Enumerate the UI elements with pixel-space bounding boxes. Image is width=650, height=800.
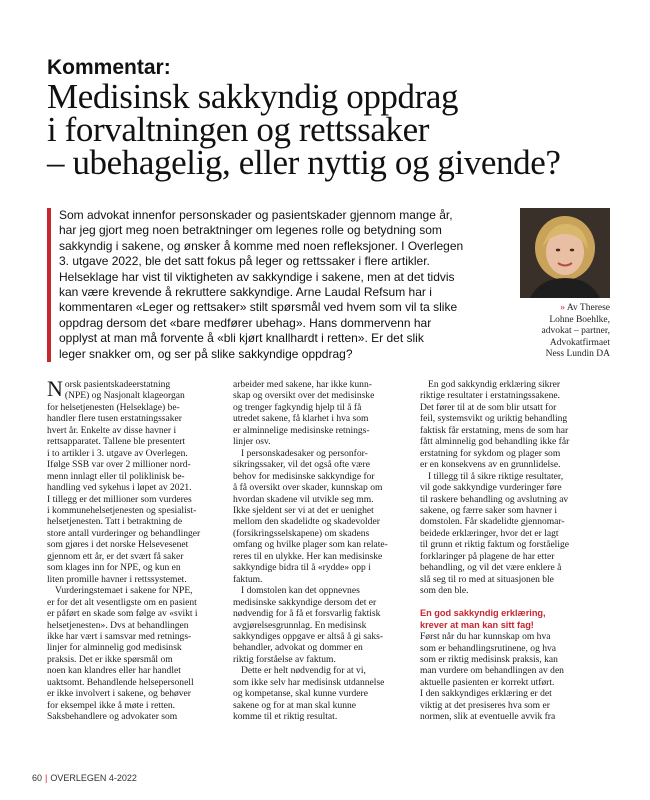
body-column-2: arbeider med sakene, har ikke kunn- skap og oversikt over det medisinske og trenger fagkyndig hjelp til å få utredet sakene, få klarhet i hva som er alminnelige medisinske retnings- linjer osv. I personskadesaker og personfor- sikringssaker, vil det også ofte være behov for medisinske sakkyndige for å få oversikt over skader, kunnskap om hvordan skadene vil utvikle seg mm. Ikke sjeldent ser vi at det er uenighet mellom den skadelidte og skadevolder (forsikringsselskapene) om skadens omfang og hvilke plager som kan relate- reres til en ulykke. Her kan medisinske sakkyndige bidra til å «rydde» opp i faktum. I domstolen kan det oppnevnes medisinske sakkyndige dersom det er nødvendig for å få et forsvarlig faktisk avgjørelsesgrunnlag. En medisinsk sakkyndiges oppgave er altså å gi saks- behandler, advokat og dommer en riktig forståelse av faktum. Dette er helt nødvendig for at vi, som ikke selv har medisinsk utdannelse og kompetanse, skal kunne vurdere sakene og for at man skal kunne komme til et riktig resultat. — [233, 379, 388, 723]
page-number: 60 — [32, 773, 43, 783]
byline-line: Av Therese — [566, 303, 610, 313]
title-line: i forvaltningen og rettssaker — [47, 110, 430, 149]
lead-line: kommentaren «Leger og rettsaker» stilt spørsmål ved hvem som vil ta slike — [59, 300, 458, 315]
author-photo — [520, 208, 610, 298]
first-line: Norsk pasientskadeerstatning — [47, 376, 171, 401]
lead-line: leger snakker om, og ser på slike sakkyndige oppdrag? — [59, 346, 353, 361]
article-title — [47, 77, 627, 182]
portrait-image — [520, 208, 610, 298]
lead-line: har jeg gjort meg noen betraktninger om legenes rolle og betydning som — [59, 223, 442, 238]
author-byline — [470, 303, 610, 361]
body-column-3: En god sakkyndig erklæring sikrer riktige resultater i erstatningssakene. Det fører til at de som blir utsatt for feil, systemsvikt og uriktig behandling faktisk får erstatning, mens de som har fått alminnelig god behandling ikke får erstatning for sykdom og plager som er en konsekvens av en grunnlidelse. I tillegg til å sikre riktige resultater, vil gode sakkyndige vurderinger føre til raskere behandling og avslutning av sakene, og færre saker som havner i domstolen. Får skadelidte gjennomar- beidede erklæringer, hvor det er lagt til grunn et riktig faktum og forståelige forklaringer på plagene de har etter behandling, og vil det være enklere å slå seg til ro med at situasjonen ble som den ble. En god sakkyndig erklæring, krever at man kan sitt fag! Først når du har kunnskap om hva som er behandlingsrutinene, og hva som er riktig medisinsk praksis, kan man vurdere om behandlingen av den aktuelle pasienten er korrekt utført. I den sakkyndiges erklæring er det viktig at det presiseres hva som er normen, slik at eventuelle avvik fra — [420, 379, 590, 723]
byline-arrow: » — [560, 303, 565, 313]
byline-line: Advokatfirmaet — [549, 337, 610, 348]
subheading: En god sakkyndig erklæring, — [420, 608, 546, 619]
lead-line: Som advokat innenfor personskader og pasientskader gjennom mange år, — [59, 208, 453, 222]
lead-paragraph — [47, 208, 507, 362]
drop-cap: N — [47, 376, 63, 401]
lead-line: 3. utgave 2022, ble det satt fokus på leger og rettssaker i flere artikler. — [59, 254, 430, 269]
byline-line: advokat – partner, — [541, 326, 610, 336]
subheading: krever at man kan sitt fag! — [420, 619, 534, 630]
body-column-1: Norsk pasientskadeerstatning (NPE) og Nasjonalt klageorgan for helsetjenesten (Helseklage) be- handler flere tusen erstatningssaker hvert år. Enkelte av disse havner i rettsapparatet. Tallene ble presentert i to artikler i 3. utgave av Overlegen. Ifølge SSB var over 2 millioner nord- menn innlagt eller til poliklinisk be- handling ved sykehus i løpet av 2021. I tillegg er det millioner som vurderes i kommunehelsetjenesten og spesialist- helsetjenesten. Tatt i betraktning de store antall vurderinger og behandlinger som gjøres i det norske Helsevesenet gjennom ett år, er det svært få saker som klages inn for NPE, og kun en liten promille havner i rettssystemet. Vurderingstemaet i sakene for NPE, er for det alt vesentligste om en pasient er påført en skade som følge av «svikt i helsetjenesten». Dvs at behandlingen ikke har vært i samsvar med retnings- linjer for alminnelig god medisinsk praksis. Det er ikke spørsmål om noen kan klandres eller har handlet uaktsomt. Behandlende helsepersonell er ikke involvert i sakene, og behøver for eksempel ikke å møte i retten. Saksbehandlere og advokater som — [47, 379, 217, 723]
byline-line: Lohne Boehlke, — [549, 314, 610, 325]
byline-line: Ness Lundin DA — [545, 349, 610, 359]
lead-line: oppdrag dersom det «bare medfører ubehag». Hans dommervenn har — [59, 315, 432, 330]
title-line: Medisinsk sakkyndig oppdrag — [47, 77, 459, 116]
lead-line: Helseklage har vist til viktigheten av sakkyndige i sakene, men at det tidvis — [59, 269, 455, 284]
footer-separator: | — [45, 773, 48, 783]
lead-line: opplyst at man må forvente å «bli kjørt knallhardt i retten». Er det slik — [59, 331, 424, 346]
publication-name: OVERLEGEN 4-2022 — [50, 773, 137, 783]
lead-line: sakkyndig i sakene, og ønsker å komme med noen refleksjoner. I Overlegen — [59, 238, 464, 253]
lead-line: kan være krevende å rekruttere sakkyndige. Arne Laudal Refsum har i — [59, 285, 432, 300]
title-line: – ubehagelig, eller nyttig og givende? — [47, 143, 561, 182]
kicker: Kommentar: — [47, 56, 171, 79]
page-footer — [32, 773, 137, 783]
